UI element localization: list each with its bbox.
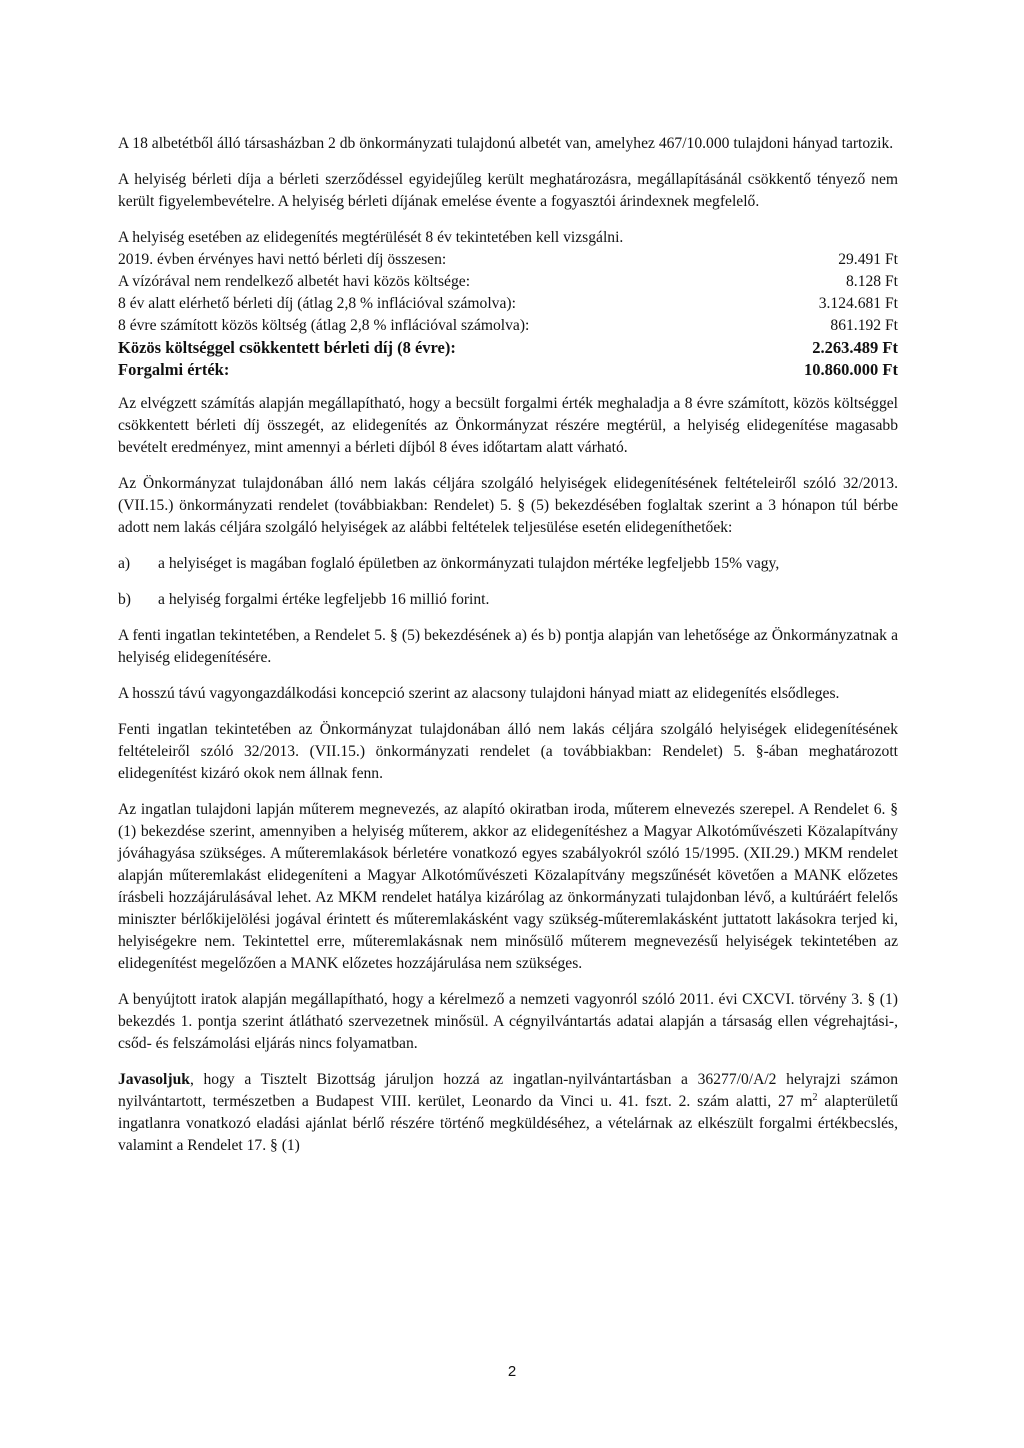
paragraph-conclusion: Az elvégzett számítás alapján megállapítható, hogy a becsült forgalmi érték meghaladja a 8 évre számított, közös költséggel csökkentett bérleti díj összegét, az elidegenítés az Önkormányzat részére megtérül, a helyiség elidegenítése magasabb bevételt eredményez, mint amennyi a bérleti díjból 8 éves időtartam alatt várható. [118, 395, 898, 456]
calculation-row [118, 293, 898, 315]
paragraph-concept: A hosszú távú vagyongazdálkodási koncepció szerint az alacsony tulajdoni hányad miatt az elidegenítés elsődleges. [118, 685, 840, 702]
calculation-row [118, 271, 898, 293]
paragraph-rent: A helyiség bérleti díja a bérleti szerződéssel egyidejűleg került meghatározásra, megállapításánál csökkentő tényező nem került figyelembevételre. A helyiség bérleti díjának emelése évente a fogyasztói árindexnek megfelelő. [118, 171, 898, 210]
paragraph-regulation: Az Önkormányzat tulajdonában álló nem lakás céljára szolgáló helyiségek elidegenítésének feltételeiről szóló 32/2013. (VII.15.) önkormányzati rendelet (továbbiakban: Rendelet) 5. § (5) bekezdésében foglaltak szerint a 3 hónapon túl bérbe adott nem lakás céljára szolgáló helyiségek az alábbi feltételek teljesülése esetén elidegeníthetőek: [118, 475, 898, 536]
proposal-lead: Javasoljuk [118, 1071, 190, 1088]
calculation-label: 8 évre számított közös költség (átlag 2,8 % inflációval számolva): [118, 317, 530, 334]
calculation-row [118, 337, 898, 359]
calculation-value: 3.124.681 Ft [818, 295, 898, 312]
calculation-value: 2.263.489 Ft [812, 338, 898, 357]
calculation-label: A vízórával nem rendelkező albetét havi közös költsége: [118, 273, 471, 290]
proposal-text-2: alapterületű ingatlanra vonatkozó eladási ajánlat bérlő részére történő megküldéséhez, a vételárnak az elkészült forgalmi értékbecslés, valamint a Rendelet 17. § (1) [118, 1093, 899, 1154]
paragraph-intro: A 18 albetétből álló társasházban 2 db önkormányzati tulajdonú albetét van, amelyhez 467/10.000 tulajdoni hányad tartozik. [118, 135, 894, 152]
calculation-value: 29.491 Ft [838, 251, 898, 268]
calculation-label: 2019. évben érvényes havi nettó bérleti díj összesen: [118, 251, 447, 268]
paragraph-applicant: A benyújtott iratok alapján megállapítható, hogy a kérelmező a nemzeti vagyonról szóló 2011. évi CXCVI. törvény 3. § (1) bekezdés 1. pontja szerint átlátható szervezetnek minősül. A cégnyilvántartás adatai alapján a társaság ellen végrehajtási-, csőd- és felszámolási eljárás nincs folyamatban. [118, 991, 898, 1052]
paragraph-recovery: A helyiség esetében az elidegenítés megtérülését 8 év tekintetében kell vizsgálni. [118, 229, 624, 246]
calculation-row [118, 249, 898, 271]
document-body [118, 133, 898, 1171]
calculation-value: 8.128 Ft [846, 273, 898, 290]
calculation-label: Forgalmi érték: [118, 360, 230, 379]
paragraph-proposal [118, 1069, 898, 1157]
calculation-value: 861.192 Ft [830, 317, 898, 334]
paragraph-possibility: A fenti ingatlan tekintetében, a Rendelet 5. § (5) bekezdésének a) és b) pontja alapján van lehetősége az Önkormányzatnak a helyiség elidegenítésére. [118, 627, 898, 666]
condition-text: a helyiséget is magában foglaló épületben az önkormányzati tulajdon mértéke legfeljebb 15% vagy, [158, 555, 780, 572]
condition-marker: b) [118, 591, 131, 608]
condition-item [118, 553, 898, 575]
proposal-text-1: , hogy a Tisztelt Bizottság járuljon hozzá az ingatlan-nyilvántartásban a 36277/0/A/2 helyrajzi számon nyilvántartott, természetben a Budapest VIII. kerület, Leonardo da Vinci u. 41. fszt. 2. szám alatti, 27 m [118, 1071, 898, 1110]
calculation-row [118, 315, 898, 337]
calculation-table [118, 249, 898, 381]
calculation-label: Közös költséggel csökkentett bérleti díj (8 évre): [118, 338, 456, 357]
condition-text: a helyiség forgalmi értéke legfeljebb 16 millió forint. [158, 591, 490, 608]
conditions-list [118, 553, 898, 611]
calculation-row [118, 359, 898, 381]
paragraph-studio: Az ingatlan tulajdoni lapján műterem megnevezés, az alapító okiratban iroda, műterem elnevezés szerepel. A Rendelet 6. § (1) bekezdése szerint, amennyiben a helyiség műterem, akkor az elidegenítéshez a Magyar Alkotóművészeti Közalapítvány jóváhagyása szükséges. A műteremlakások bérletére vonatkozó egyes szabályokról szóló 15/1995. (XII.29.) MKM rendelet alapján műteremlakást elidegeníteni a Magyar Alkotóművészeti Közalapítvány megszűnését követően a MANK előzetes írásbeli hozzájárulásával lehet. Az MKM rendelet hatálya kizárólag az önkormányzati tulajdonban lévő, a kultúráért felelős miniszter bérlőkijelölési jogával érintett és műteremlakásként vagy szükség-műteremlakásként juttatott lakásokra terjed ki, helyiségekre nem. Tekintettel erre, műteremlakásnak nem minősülő műterem megnevezésű helyiségek tekintetében az elidegenítést megelőzően a MANK előzetes hozzájárulása nem szükséges. [118, 801, 898, 972]
calculation-value: 10.860.000 Ft [804, 360, 898, 379]
proposal-superscript: 2 [812, 1091, 818, 1103]
condition-item [118, 589, 898, 611]
page-number: 2 [507, 1363, 517, 1380]
calculation-label: 8 év alatt elérhető bérleti díj (átlag 2,8 % inflációval számolva): [118, 295, 516, 312]
calculation-block [118, 227, 898, 381]
condition-marker: a) [118, 555, 131, 572]
paragraph-exclusion: Fenti ingatlan tekintetében az Önkormányzat tulajdonában álló nem lakás céljára szolgáló helyiségek elidegenítésének feltételeiről szóló 32/2013. (VII.15.) önkormányzati rendelet (a továbbiakban: Rendelet) 5. §-ában meghatározott elidegenítést kizáró okok nem állnak fenn. [118, 721, 898, 782]
